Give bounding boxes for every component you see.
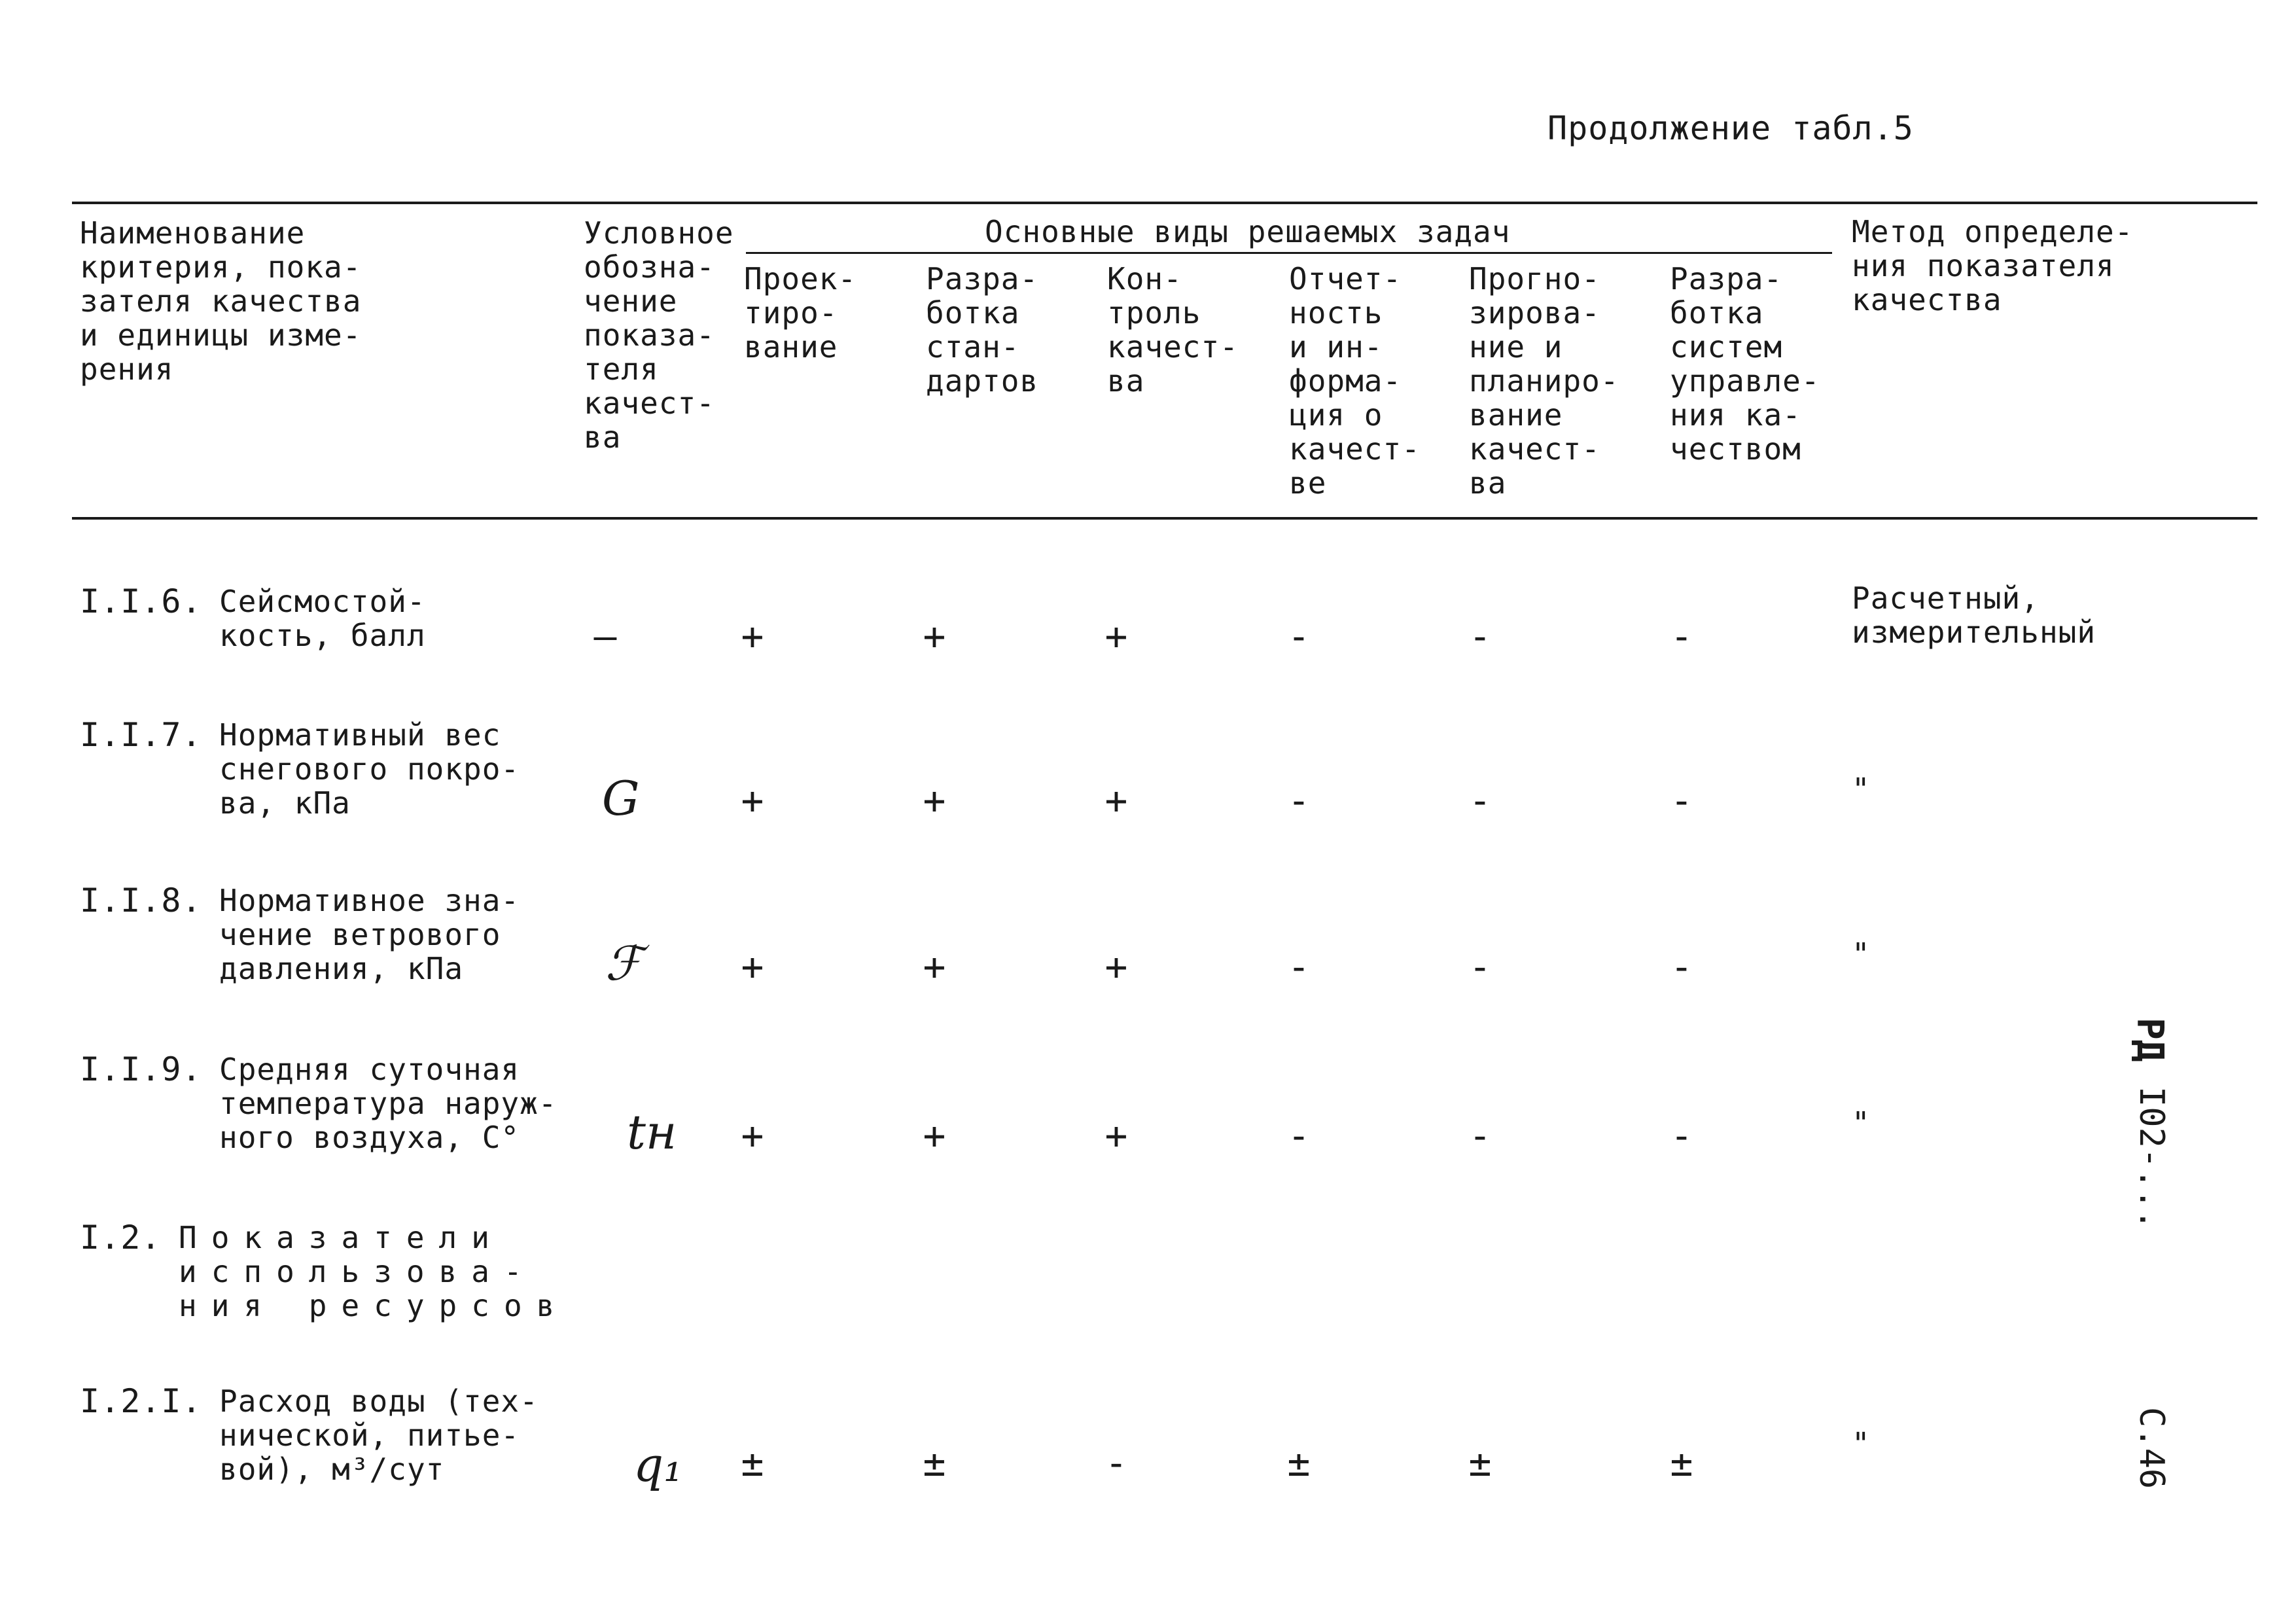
row-mark: -: [1468, 944, 1492, 989]
header-task-standards: Разра- ботка стан- дартов: [926, 261, 1039, 399]
row-mark: ±: [923, 1440, 946, 1485]
row-name: Средняя суточная температура наруж- ного воздуха, С°: [219, 1052, 557, 1155]
row-code: I.I.9.: [80, 1050, 202, 1088]
row-code: I.I.7.: [80, 716, 202, 754]
row-mark: +: [923, 614, 946, 658]
row-mark: ±: [1287, 1440, 1311, 1485]
row-mark: -: [1468, 614, 1492, 658]
header-task-reporting: Отчет- ность и ин- форма- ция о качест- ве: [1289, 261, 1421, 501]
row-symbol: —: [593, 614, 617, 658]
row-mark: ±: [1468, 1440, 1492, 1485]
row-mark: +: [923, 1113, 946, 1158]
row-mark: +: [741, 1113, 764, 1158]
row-symbol: ℱ: [605, 936, 643, 991]
row-symbol: q₁: [633, 1437, 682, 1492]
row-mark: +: [1104, 1113, 1128, 1158]
row-mark: ±: [741, 1440, 764, 1485]
row-method: ": [1852, 772, 1871, 807]
row-method: ": [1852, 936, 1871, 972]
table-top-rule: [72, 202, 2257, 204]
group-header-underline: [746, 252, 1832, 254]
row-mark: -: [1670, 778, 1693, 823]
row-mark: +: [923, 778, 946, 823]
header-task-control: Кон- троль качест- ва: [1107, 261, 1239, 399]
header-symbol-column: Условное обозна- чение показа- теля качест- ва: [584, 215, 734, 455]
row-mark: +: [741, 944, 764, 989]
row-code: I.I.8.: [80, 882, 202, 919]
row-mark: -: [1287, 944, 1311, 989]
row-method: Расчетный, измерительный: [1852, 580, 2096, 650]
row-name: Расход воды (тех- нической, питье- вой), м³/сут: [219, 1383, 539, 1487]
header-name-column: Наименование критерия, пока- зателя качества и единицы изме- рения: [80, 215, 362, 387]
row-mark: -: [1468, 778, 1492, 823]
row-method: ": [1852, 1426, 1871, 1461]
section-title: Показатели использова- ния ресурсов: [179, 1220, 569, 1323]
row-mark: -: [1287, 1113, 1311, 1158]
row-mark: -: [1287, 614, 1311, 658]
row-method: ": [1852, 1105, 1871, 1141]
row-mark: +: [1104, 944, 1128, 989]
header-task-design: Проек- тиро- вание: [744, 261, 857, 365]
row-mark: -: [1287, 778, 1311, 823]
row-mark: +: [1104, 614, 1128, 658]
side-doc-code: РД: [2128, 1018, 2171, 1062]
row-mark: -: [1104, 1440, 1128, 1485]
row-mark: +: [741, 614, 764, 658]
row-symbol: tн: [627, 1105, 677, 1160]
section-code: I.2.: [80, 1219, 162, 1257]
side-doc-number: I02-...: [2132, 1086, 2171, 1230]
row-mark: -: [1670, 944, 1693, 989]
row-code: I.I.6.: [80, 582, 202, 620]
header-task-systems: Разра- ботка систем управле- ния ка- чеством: [1670, 261, 1820, 467]
header-task-group: Основные виды решаемых задач: [985, 214, 1511, 249]
table-header-bottom-rule: [72, 517, 2257, 520]
row-mark: +: [923, 944, 946, 989]
header-method-column: Метод определе- ния показателя качества: [1852, 214, 2134, 317]
side-page-number: С.46: [2132, 1407, 2171, 1489]
row-mark: -: [1468, 1113, 1492, 1158]
row-name: Нормативный вес снегового покро- ва, кПа: [219, 717, 520, 821]
row-name: Сейсмостой- кость, балл: [219, 584, 426, 653]
row-symbol: G: [602, 771, 640, 826]
row-mark: -: [1670, 614, 1693, 658]
row-mark: +: [1104, 778, 1128, 823]
row-mark: +: [741, 778, 764, 823]
row-mark: ±: [1670, 1440, 1693, 1485]
row-code: I.2.I.: [80, 1382, 202, 1420]
row-name: Нормативное зна- чение ветрового давления, кПа: [219, 883, 520, 986]
header-task-forecasting: Прогно- зирова- ние и планиро- вание качест- ва: [1469, 261, 1619, 501]
row-mark: -: [1670, 1113, 1693, 1158]
table-caption: Продолжение табл.5: [1547, 109, 1914, 147]
